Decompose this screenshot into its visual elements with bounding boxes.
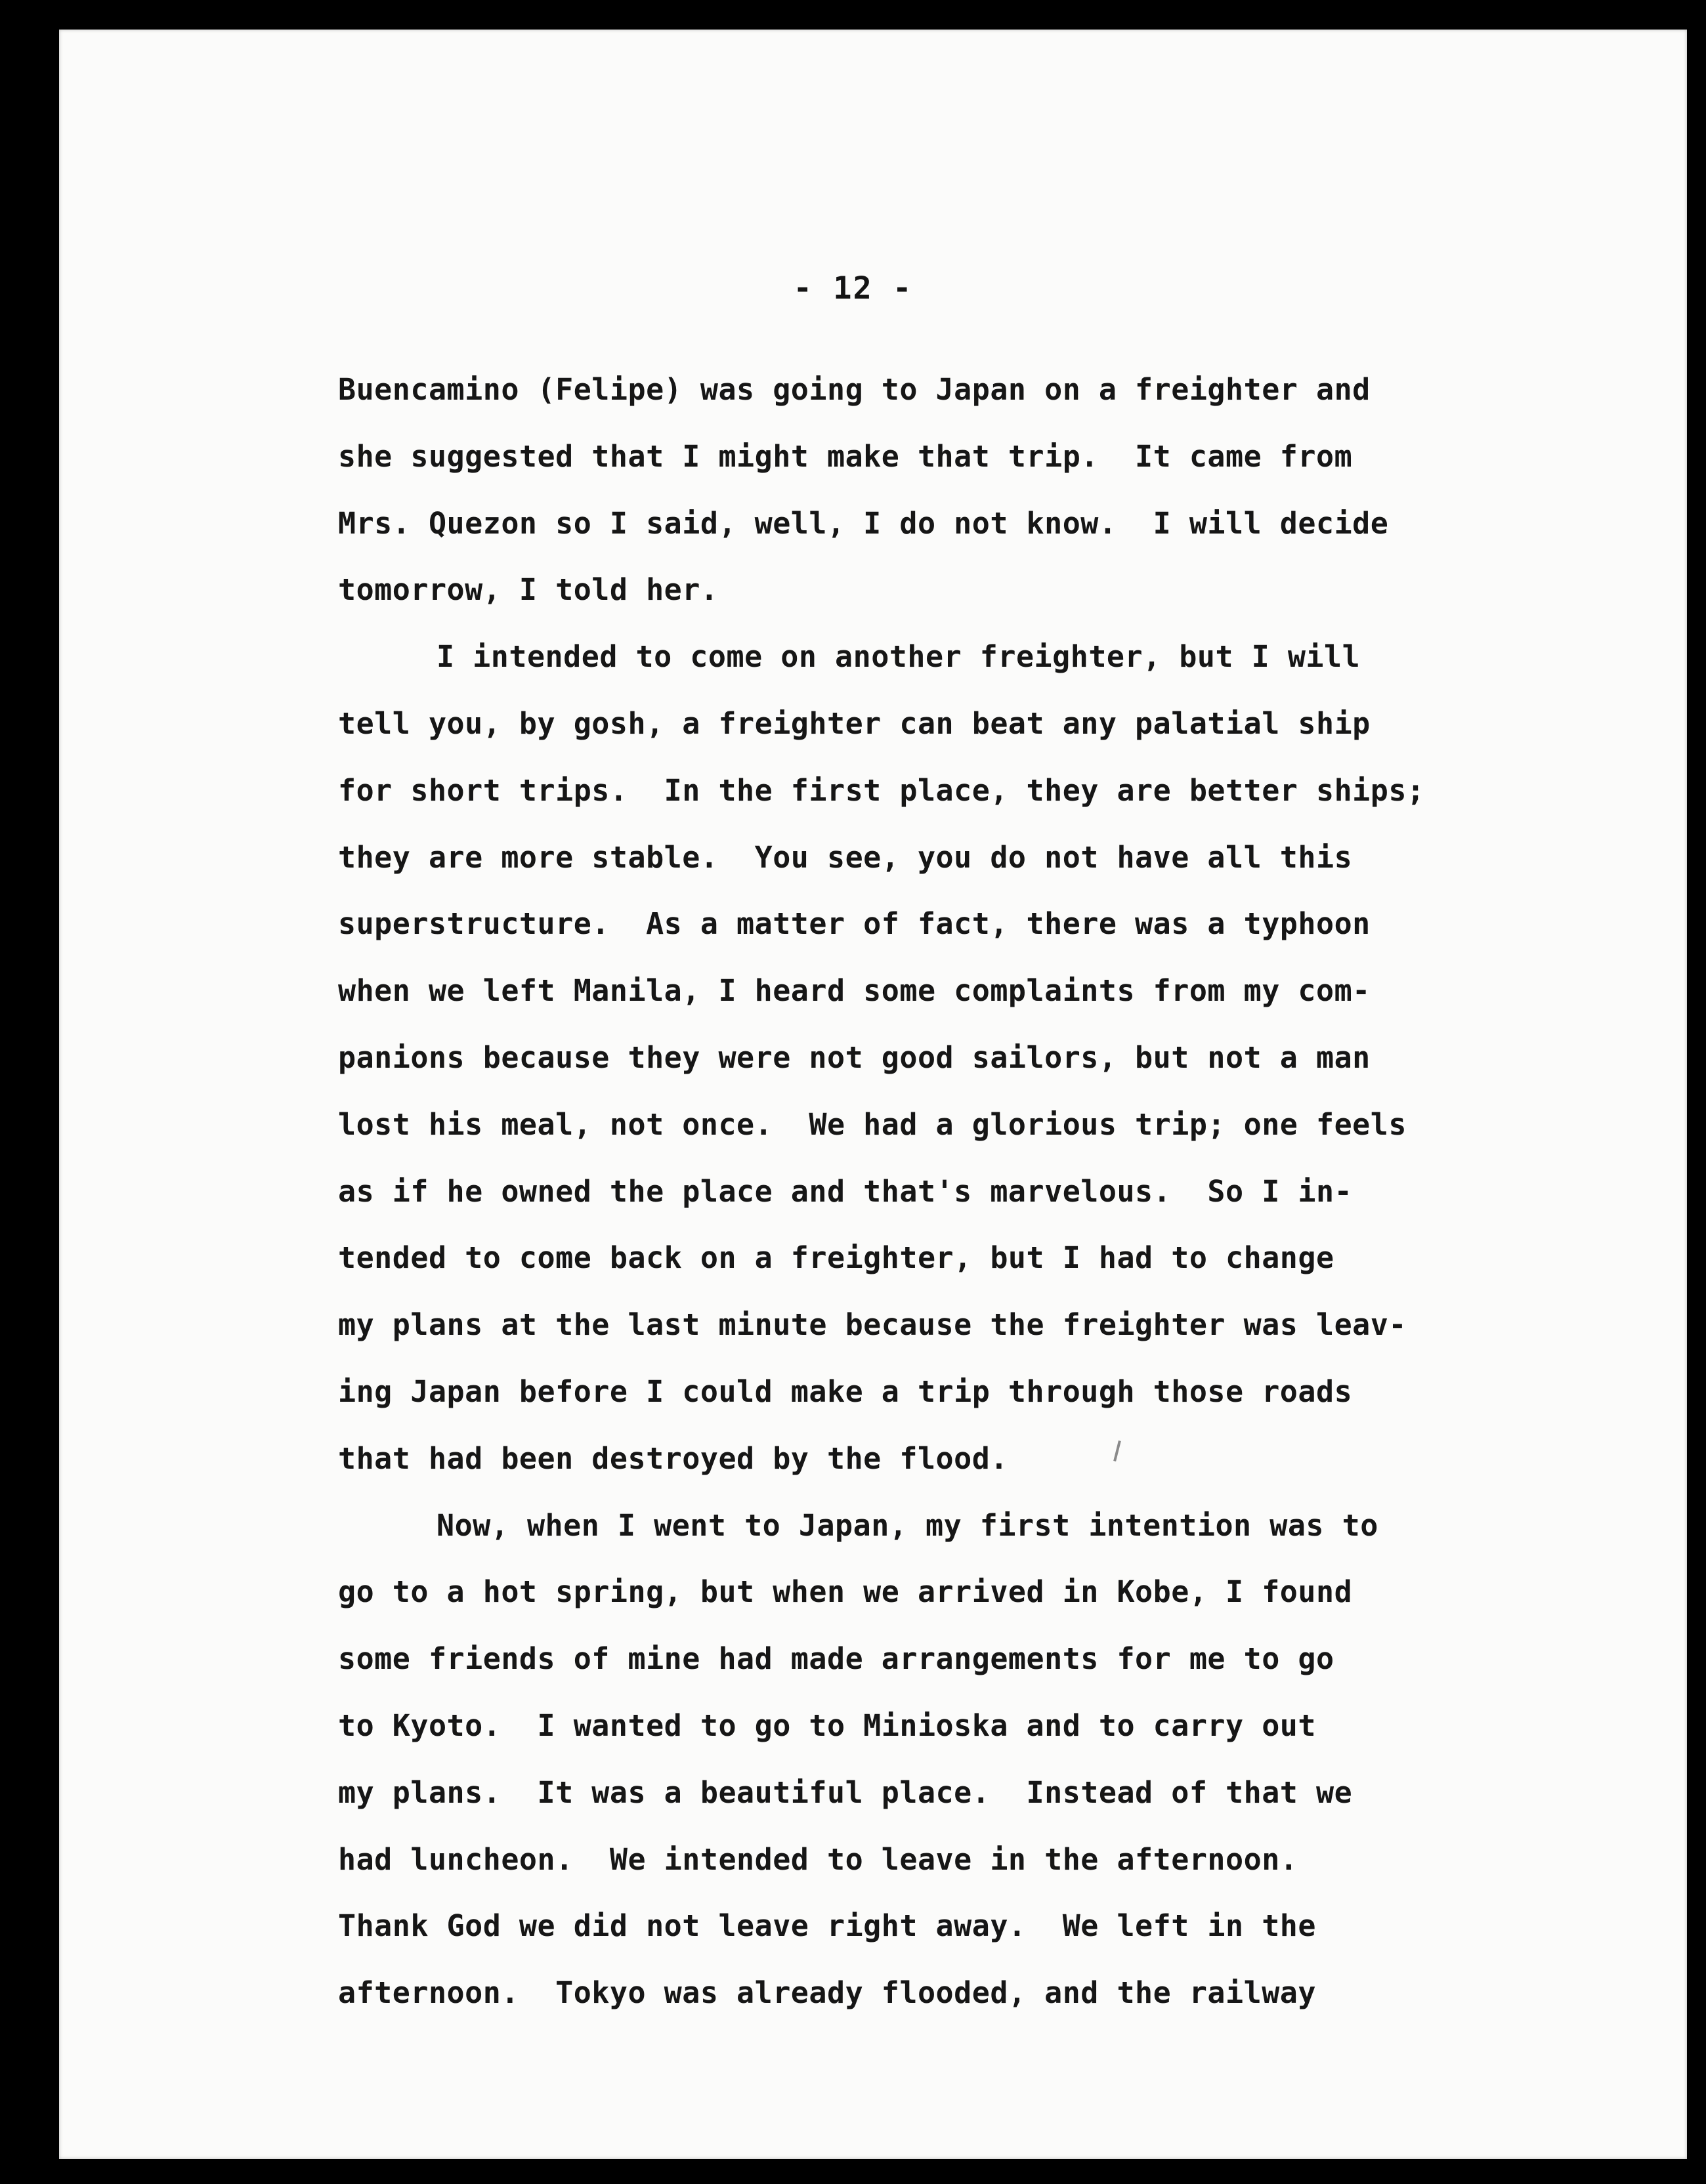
page-number: - 12 - — [793, 270, 913, 306]
text-line: she suggested that I might make that trip. It came from — [338, 438, 1353, 474]
text-line: ing Japan before I could make a trip through those roads — [338, 1374, 1353, 1409]
text-line: Thank God we did not leave right away. We left in the — [338, 1908, 1316, 1944]
text-line: Buencamino (Felipe) was going to Japan on a freighter and — [338, 372, 1371, 407]
text-line: my plans. It was a beautiful place. Instead of that we — [338, 1774, 1353, 1810]
paragraph-start-line: I intended to come on another freighter, but I will — [437, 639, 1361, 675]
text-line: afternoon. Tokyo was already flooded, and the railway — [338, 1975, 1316, 2011]
text-line: panions because they were not good sailors, but not a man — [338, 1040, 1371, 1075]
text-line: tomorrow, I told her. — [338, 572, 719, 608]
text-line: tended to come back on a freighter, but I had to change — [338, 1240, 1334, 1276]
text-line: some friends of mine had made arrangements for me to go — [338, 1641, 1334, 1677]
text-line: that had been destroyed by the flood. — [338, 1440, 1008, 1476]
text-line: they are more stable. You see, you do not have all this — [338, 839, 1353, 875]
text-line: as if he owned the place and that's marvelous. So I in- — [338, 1173, 1353, 1209]
text-line: my plans at the last minute because the freighter was leav- — [338, 1307, 1407, 1343]
text-line: lost his meal, not once. We had a glorious trip; one feels — [338, 1106, 1407, 1142]
text-line: tell you, by gosh, a freighter can beat any palatial ship — [338, 705, 1371, 741]
text-line: Mrs. Quezon so I said, well, I do not know. I will decide — [338, 505, 1389, 541]
text-line: had luncheon. We intended to leave in the afternoon. — [338, 1841, 1298, 1877]
paragraph-start-line: Now, when I went to Japan, my first intention was to — [437, 1507, 1378, 1543]
text-line: when we left Manila, I heard some complaints from my com- — [338, 973, 1371, 1009]
text-line: for short trips. In the first place, they are better ships; — [338, 772, 1425, 808]
text-line: superstructure. As a matter of fact, there was a typhoon — [338, 906, 1371, 942]
text-line: to Kyoto. I wanted to go to Minioska and to carry out — [338, 1708, 1316, 1743]
text-line: go to a hot spring, but when we arrived in Kobe, I found — [338, 1574, 1353, 1610]
typewritten-body — [338, 363, 1625, 2033]
